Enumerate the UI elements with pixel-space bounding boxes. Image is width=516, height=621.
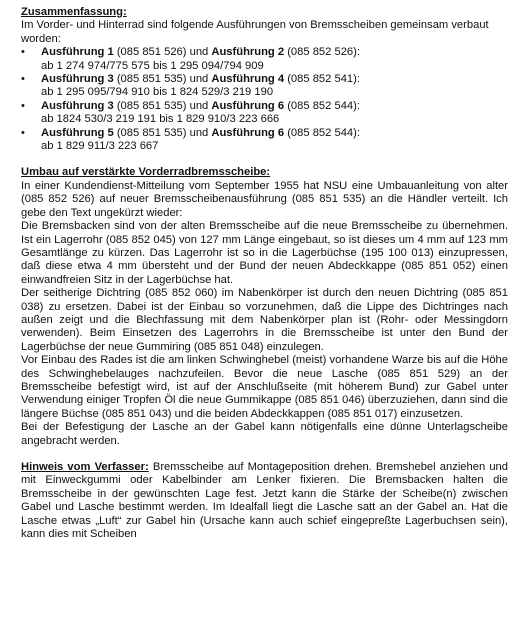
umbau-paragraph: In einer Kundendienst-Mitteilung vom September 1955 hat NSU eine Umbauanleitung von alter (085 852 526) auf neuer Bremsscheibenausführung (085 851 535) an die Händler verteilt. Ich gebe den Text ungekürzt wieder:: [21, 179, 508, 219]
bullet-icon: •: [21, 46, 25, 59]
bullet-icon: •: [21, 73, 25, 86]
bullet-icon: •: [21, 126, 25, 139]
serial-range: ab 1 829 911/3 223 667: [41, 140, 159, 153]
variant-list: [21, 46, 508, 153]
bullet-icon: •: [21, 99, 25, 112]
serial-range: ab 1 274 974/775 575 bis 1 295 094/794 909: [41, 59, 264, 72]
list-item: • Ausführung 3 (085 851 535) und Ausführung 4 (085 852 541): ab 1 295 095/794 910 bis 1 824 529/3 219 190: [21, 73, 360, 99]
umbau-paragraph: Der seitherige Dichtring (085 852 060) im Nabenkörper ist durch den neuen Dichtring (085 851 038) zu ersetzen. Dabei ist der Einbau so vorzunehmen, daß die Lippe des Dichtringes nach außen zeigt und die Blechfassung mit dem Nabenkörper plan ist (Rohr- oder Messingdorn verwenden). Beim Einsetzen des Lagerrohrs in die Bremsscheibe ist unter den Bund der Lagerbüchse der neue Gummiring (085 851 048) einzulegen.: [21, 287, 508, 353]
hinweis-text: Bremsscheibe auf Montageposition drehen. Bremshebel anziehen und mit Einweckgummi oder Kabelbinder am Lenker fixieren. Die Bremsbacken halten die Bremsscheibe in der gewünschten Lage fest. Jetzt kann die Stärke der Scheibe(n) zwischen Gabel und Lasche bestimmt werden. Im Idealfall liegt die Lasche satt an der Gabel an. Hat die Lasche etwas „Luft“ zur Gabel hin (Ursache kann auch schief eingepreßte Lagerbuchsen sein), kann dies mit Scheiben: [21, 461, 509, 541]
summary-title: Zusammenfassung:: [21, 6, 127, 18]
list-item: • Ausführung 5 (085 851 535) und Ausführung 6 (085 852 544): ab 1 829 911/3 223 667: [21, 126, 360, 153]
hinweis-label: Hinweis vom Verfasser:: [21, 461, 149, 473]
list-item: • Ausführung 3 (085 851 535) und Ausführung 6 (085 852 544): ab 1824 530/3 219 191 bis 1 829 910/3 223 666: [21, 99, 360, 126]
summary-intro: Im Vorder- und Hinterrad sind folgende Ausführungen von Bremsscheiben gemeinsam verbaut worden:: [21, 19, 489, 45]
hinweis-section: [21, 461, 508, 541]
list-item: • Ausführung 1 (085 851 526) und Ausführung 2 (085 852 526): ab 1 274 974/775 575 bis 1 295 094/794 909: [21, 46, 360, 72]
umbau-paragraph: Bei der Befestigung der Lasche an der Gabel kann nötigenfalls eine dünne Unterlagscheibe angebracht werden.: [21, 421, 508, 447]
spacer: [21, 448, 508, 461]
umbau-title: Umbau auf verstärkte Vorderradbremsscheibe:: [21, 166, 271, 179]
serial-range: ab 1824 530/3 219 191 bis 1 829 910/3 223 666: [41, 113, 280, 126]
umbau-paragraph: Die Bremsbacken sind von der alten Bremsscheibe auf die neue Bremsscheibe zu übernehmen. Ist ein Lagerrohr (085 852 045) von 127 mm Länge eingebaut, so ist dieses um 4 mm auf 123 mm Gesamtlänge zu kürzen. Das Lagerrohr ist so in die Lagerbüchse (195 100 013) einzupressen, daß diese etwa 4 mm übersteht und der Bund der neuen Abdeckkappe (085 851 052) einen einwandfreien Sitz in der Lagerbüchse hat.: [21, 220, 508, 286]
umbau-paragraph: Vor Einbau des Rades ist die am linken Schwinghebel (meist) vorhandene Warze bis auf die Höhe des Schwinghebelauges nachzufeilen. Bevor die neue Lasche (085 851 529) an der Bremsscheibe befestigt wird, ist auf der Anschlußseite (mit höherem Bund) zur Gabel unter Verwendung einiger Tropfen Öl die neue Gummikappe (085 851 046) überzuziehen, dann sind die längere Büchse (085 851 043) und die beiden Abdeckkappen (085 851 017) einzusetzen.: [21, 354, 508, 420]
hinweis-paragraph: [21, 461, 508, 541]
summary-section: [21, 6, 508, 153]
spacer: [21, 153, 508, 166]
umbau-section: [21, 166, 508, 448]
serial-range: ab 1 295 095/794 910 bis 1 824 529/3 219 190: [41, 86, 274, 99]
